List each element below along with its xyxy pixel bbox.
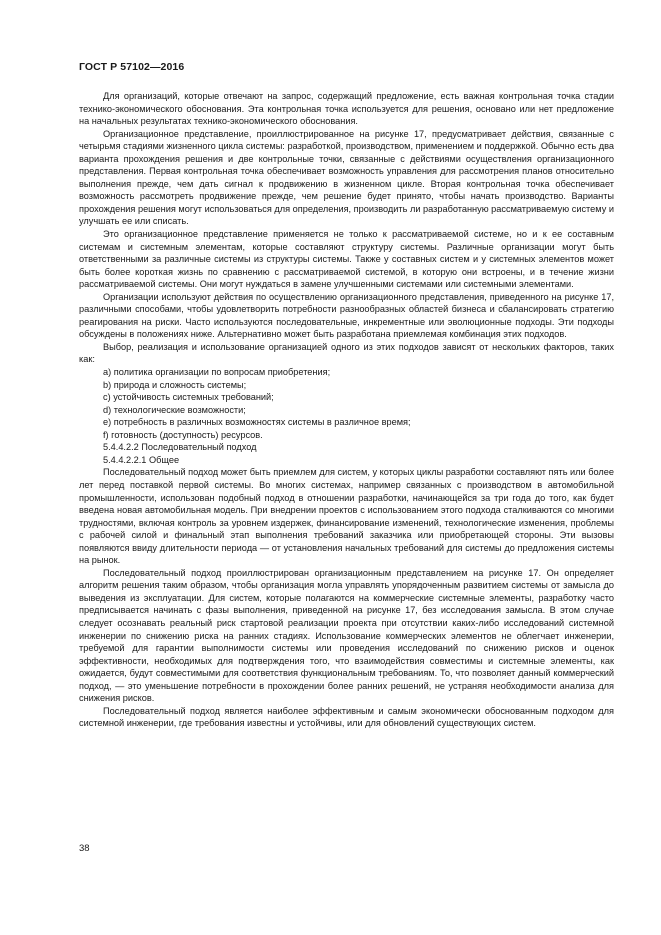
paragraph: Организации используют действия по осуществлению организационного представления, приведенного на рисунке 17, различными способами, чтобы удовлетворить потребности разнообразных областей бизнеса и сбалансировать стратегию реагирования на риски. Часто используются последовательные, инкрементные или эволюционные подходы. Эти подходы обсуждены в положениях ниже. Альтернативно может быть разработана приемлемая комбинация этих подходов. — [79, 291, 614, 340]
paragraph: Последовательный подход проиллюстрирован организационным представлением на рисунке 17. Он определяет алгоритм решения таким образом, чтобы организация могла управлять упорядоченным развитием системы от замысла до выведения из эксплуатации. Для систем, которые полагаются на коммерческие системные элементы, разработку часто предписывается начинать с фазы выполнения, приведенной на рисунке 17, без исследования замысла. В этом случае следует осознавать реальный риск стартовой реализации проекта при отсутствии каких-либо исследований системной инженерии по снижению риска на ранних стадиях. Использование коммерческих элементов не облегчает инженерии, требуемой для гарантии выполнимости системы или проведения исследований по снижению рисков и оценок эффективности, необходимых для подтверждения того, что взаимодействия совместимы и системные элементы, как ожидается, будут совместимыми для соответствия функциональным требованиям. То, что позволяет данный коммерческий подход, — это уменьшение потребности в прохождении более ранних решений, не устраняя необходимости анализа для снижения рисков. — [79, 567, 614, 704]
paragraph: Это организационное представление применяется не только к рассматриваемой системе, но и к ее составным системам и системным элементам, которые составляют структуру системы. Различные организации могут быть ответственными за различные системы из структуры системы. Также у составных систем и у системных элементов может быть более короткая жизнь по сравнению с рассматриваемой системой, в которую они встроены, и в течение жизни рассматриваемой системы. Они могут нуждаться в замене улучшенными системами или системными элементами. — [79, 229, 614, 290]
list-item: a) политика организации по вопросам приобретения; — [103, 367, 331, 378]
list-item: c) устойчивость системных требований; — [103, 392, 274, 403]
section-heading: 5.4.4.2.2 Последовательный подход — [103, 442, 257, 453]
paragraph: Организационное представление, проиллюстрированное на рисунке 17, предусматривает действия, связанные с четырьмя стадиями жизненного цикла системы: разработкой, производством, применением и поддержкой. Обычно есть два варианта прохождения решения и две контрольные точки, связанные с действиями осуществления организационного представления. Первая контрольная точка обеспечивает возможность управления для рассмотрения планов относительно выполнения прежде, чем дать сигнал к продвижению в жизненном цикле. Вторая контрольная точка обеспечивает возможность рассмотреть продвижение прежде, чем решение будет принято, чтобы начать производство. Варианты прохождения решения могут использоваться для определения, производить ли разработанную рассматриваемую систему и улучшать ее или списать. — [79, 128, 614, 227]
list-item: d) технологические возможности; — [103, 404, 246, 415]
paragraph: Последовательный подход может быть приемлем для систем, у которых циклы разработки составляют пять или более лет перед поставкой первой системы. Во многих системах, например связанных с производством в автомобильной промышленности, использован подобный подход в отношении разработки, начинающейся за три года до того, как будет введена новая автомобильная модель. При внедрении проектов с использованием этого подхода сталкиваются со многими трудностями, включая контроль за уровнем издержек, финансирование изменений, технологические изменения, проблемы с рабочей силой и финальный этап выполнения требований заказчика или приобретающей стороны. Эти вызовы появляются ввиду длительности периода — от установления начальных требований для системы до предложения системы на рынок. — [79, 467, 614, 566]
document-body — [79, 90, 614, 730]
page-number: 38 — [79, 843, 90, 854]
paragraph: Для организаций, которые отвечают на запрос, содержащий предложение, есть важная контрольная точка стадии технико-экономического обоснования. Эта контрольная точка используется для решения, основано или нет предложение на начальных результатах технико-экономического обоснования. — [79, 91, 614, 127]
subsection-heading: 5.4.4.2.2.1 Общее — [103, 454, 180, 465]
list-item: e) потребность в различных возможностях системы в различное время; — [103, 417, 411, 428]
document-header: ГОСТ Р 57102—2016 — [79, 61, 185, 73]
paragraph: Последовательный подход является наиболее эффективным и самым экономически обоснованным подходом для системной инженерии, где требования известны и устойчивы, или для обновлений существующих систем. — [79, 705, 614, 729]
list-item: f) готовность (доступность) ресурсов. — [103, 429, 263, 440]
list-item: b) природа и сложность системы; — [103, 379, 247, 390]
paragraph: Выбор, реализация и использование организацией одного из этих подходов зависят от нескольких факторов, таких как: — [79, 341, 614, 365]
